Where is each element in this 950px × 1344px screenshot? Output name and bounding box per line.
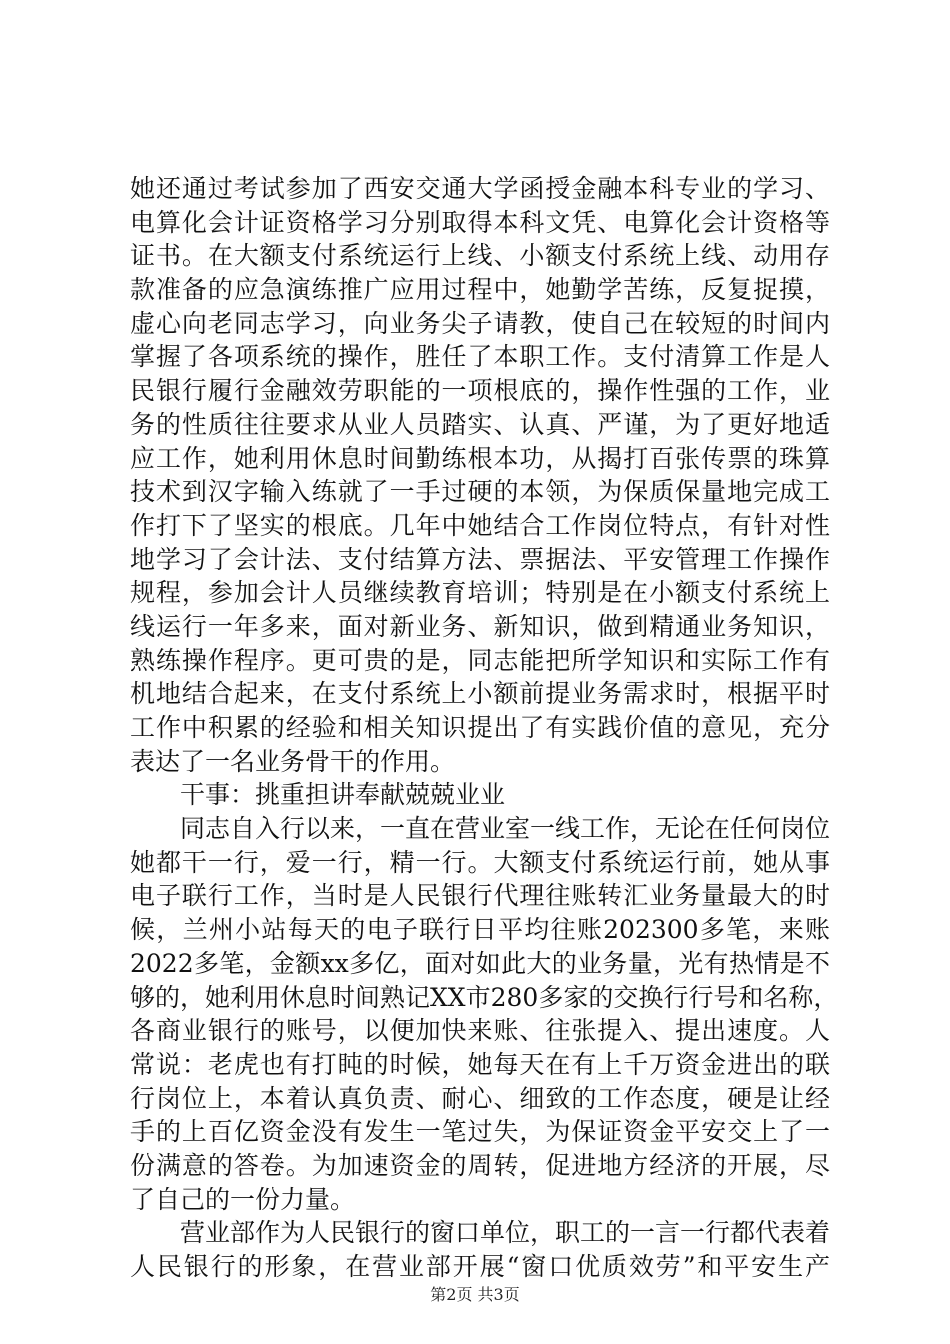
text-line: 她都干一行，爱一行，精一行。大额支付系统运行前，她从事 <box>130 847 830 877</box>
text-line: 了自己的一份力量。 <box>130 1184 356 1214</box>
text-line: 证书。在大额支付系统运行上线、小额支付系统上线、动用存 <box>130 241 830 271</box>
document-body <box>130 172 839 1284</box>
text-line: 线运行一年多来，面对新业务、新知识，做到精通业务知识， <box>130 611 830 641</box>
text-line: 够的，她利用休息时间熟记XX市280多家的交换行行号和名称， <box>130 982 839 1012</box>
text-line: 营业部作为人民银行的窗口单位，职工的一言一行都代表着 <box>180 1218 831 1248</box>
text-line: 务的性质往往要求从业人员踏实、认真、严谨，为了更好地适 <box>130 409 830 439</box>
text-line: 虚心向老同志学习，向业务尖子请教，使自己在较短的时间内 <box>130 308 830 338</box>
text-line: 作打下了坚实的根底。几年中她结合工作岗位特点，有针对性 <box>130 510 830 540</box>
text-line: 手的上百亿资金没有发生一笔过失，为保证资金平安交上了一 <box>130 1117 830 1147</box>
page-number-footer: 第2页 共3页 <box>430 1285 520 1304</box>
section-heading: 干事：挑重担讲奉献兢兢业业 <box>180 780 506 810</box>
text-line: 规程，参加会计人员继续教育培训；特别是在小额支付系统上 <box>130 578 830 608</box>
text-line: 人民银行的形象，在营业部开展“窗口优质效劳”和平安生产 <box>130 1252 830 1281</box>
text-line: 地学习了会计法、支付结算方法、票据法、平安管理工作操作 <box>130 544 830 574</box>
text-line: 民银行履行金融效劳职能的一项根底的，操作性强的工作，业 <box>130 376 830 406</box>
text-line: 应工作，她利用休息时间勤练根本功，从揭打百张传票的珠算 <box>130 443 830 473</box>
text-line: 2022多笔，金额xx多亿，面对如此大的业务量，光有热情是不 <box>130 948 830 978</box>
text-line: 表达了一名业务骨干的作用。 <box>130 746 456 776</box>
text-line: 熟练操作程序。更可贵的是，同志能把所学知识和实际工作有 <box>130 645 830 675</box>
text-line: 款准备的应急演练推广应用过程中，她勤学苦练，反复捉摸， <box>130 275 830 305</box>
text-line: 各商业银行的账号，以便加快来账、往张提入、提出速度。人 <box>130 1016 830 1046</box>
text-line: 她还通过考试参加了西安交通大学函授金融本科专业的学习、 <box>130 174 830 203</box>
text-line: 机地结合起来，在支付系统上小额前提业务需求时，根据平时 <box>130 679 830 709</box>
text-line: 同志自入行以来，一直在营业室一线工作，无论在任何岗位 <box>180 814 831 844</box>
text-line: 技术到汉字输入练就了一手过硬的本领，为保质保量地完成工 <box>130 477 830 507</box>
text-line: 行岗位上，本着认真负责、耐心、细致的工作态度，硬是让经 <box>130 1083 830 1113</box>
text-line: 电子联行工作，当时是人民银行代理往账转汇业务量最大的时 <box>130 881 830 911</box>
text-line: 候，兰州小站每天的电子联行日平均往账202300多笔，来账 <box>130 915 830 945</box>
text-line: 常说：老虎也有打盹的时候，她每天在有上千万资金进出的联 <box>130 1049 830 1079</box>
text-line: 工作中积累的经验和相关知识提出了有实践价值的意见，充分 <box>130 713 830 742</box>
text-line: 掌握了各项系统的操作，胜任了本职工作。支付清算工作是人 <box>130 342 830 372</box>
text-line: 电算化会计证资格学习分别取得本科文凭、电算化会计资格等 <box>130 207 830 237</box>
text-line: 份满意的答卷。为加速资金的周转，促进地方经济的开展，尽 <box>130 1150 830 1180</box>
